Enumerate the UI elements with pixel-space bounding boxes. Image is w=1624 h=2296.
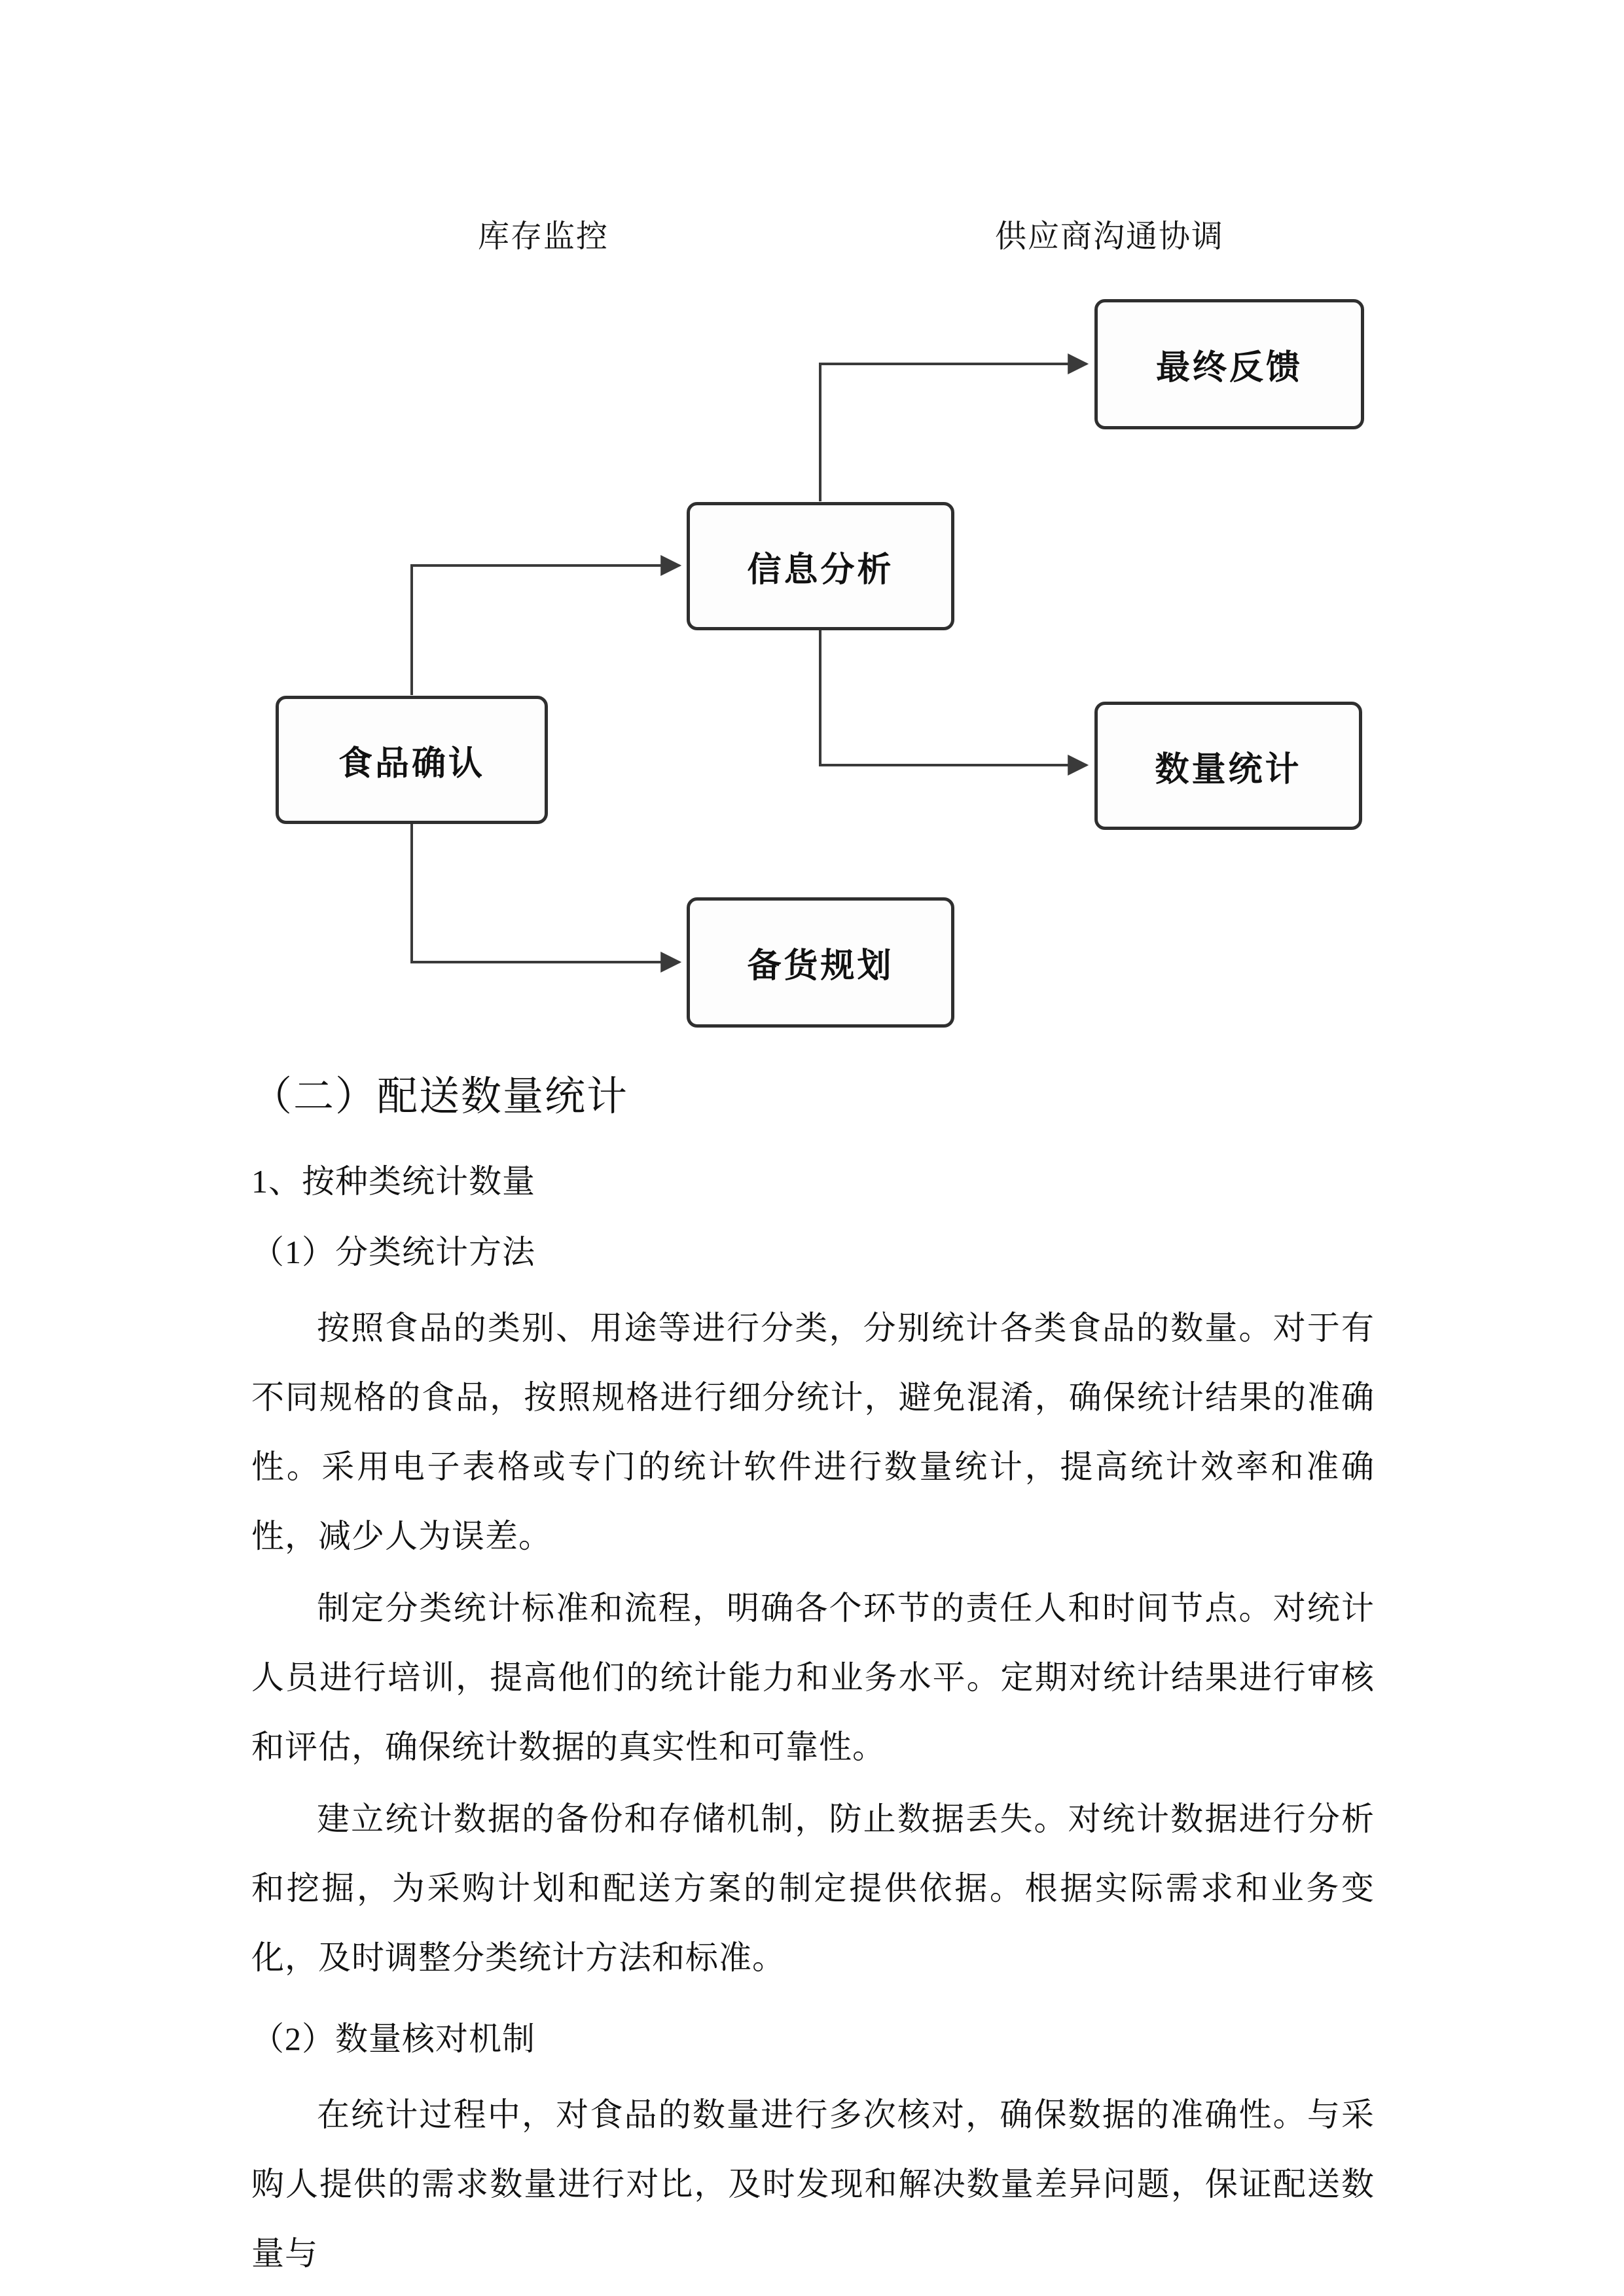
subsection-heading-1: 1、按种类统计数量 bbox=[251, 1163, 535, 1200]
subsection-heading-1-1: （1）分类统计方法 bbox=[251, 1234, 535, 1270]
paragraph-1: 按照食品的类别、用途等进行分类，分别统计各类食品的数量。对于有不同规格的食品，按照规格进行细分统计，避免混淆，确保统计结果的准确性。采用电子表格或专门的统计软件进行数量统计，提高统计效率和准确性，减少人为误差。 bbox=[251, 1310, 1375, 1554]
connector-food-confirm-to-stock-plan bbox=[412, 824, 679, 962]
node-info-analysis bbox=[687, 502, 954, 630]
connector-food-confirm-to-info-analysis bbox=[412, 565, 679, 695]
paragraph-2: 制定分类统计标准和流程，明确各个环节的责任人和时间节点。对统计人员进行培训，提高他们的统计能力和业务水平。定期对统计结果进行审核和评估，确保统计数据的真实性和可靠性。 bbox=[251, 1590, 1375, 1765]
node-quantity-stats-label: 数量统计 bbox=[1155, 751, 1302, 789]
connector-info-analysis-to-final-feedback bbox=[820, 364, 1087, 501]
flowchart bbox=[0, 0, 1624, 1113]
paragraph-3: 建立统计数据的备份和存储机制，防止数据丢失。对统计数据进行分析和挖掘，为采购计划和配送方案的制定提供依据。根据实际需求和业务变化，及时调整分类统计方法和标准。 bbox=[251, 1801, 1375, 1976]
node-final-feedback-label: 最终反馈 bbox=[1155, 350, 1303, 387]
node-stock-plan bbox=[687, 897, 954, 1028]
document-body bbox=[251, 1066, 1375, 2291]
node-quantity-stats bbox=[1094, 702, 1362, 830]
connector-info-analysis-to-quantity-stats bbox=[820, 630, 1087, 765]
caption-inventory-monitoring: 库存监控 bbox=[478, 219, 609, 254]
node-final-feedback bbox=[1094, 299, 1364, 429]
subsection-heading-1-2: （2）数量核对机制 bbox=[251, 2020, 535, 2057]
node-info-analysis-label: 信息分析 bbox=[747, 551, 894, 589]
paragraph-4: 在统计过程中，对食品的数量进行多次核对，确保数据的准确性。与采购人提供的需求数量进行对比，及时发现和解决数量差异问题，保证配送数量与 bbox=[251, 2096, 1375, 2272]
node-food-confirm-label: 食品确认 bbox=[338, 745, 485, 783]
node-food-confirm bbox=[276, 696, 548, 824]
caption-supplier-communication: 供应商沟通协调 bbox=[995, 219, 1225, 254]
node-stock-plan-label: 备货规划 bbox=[747, 948, 894, 985]
section-heading: （二）配送数量统计 bbox=[251, 1075, 629, 1119]
